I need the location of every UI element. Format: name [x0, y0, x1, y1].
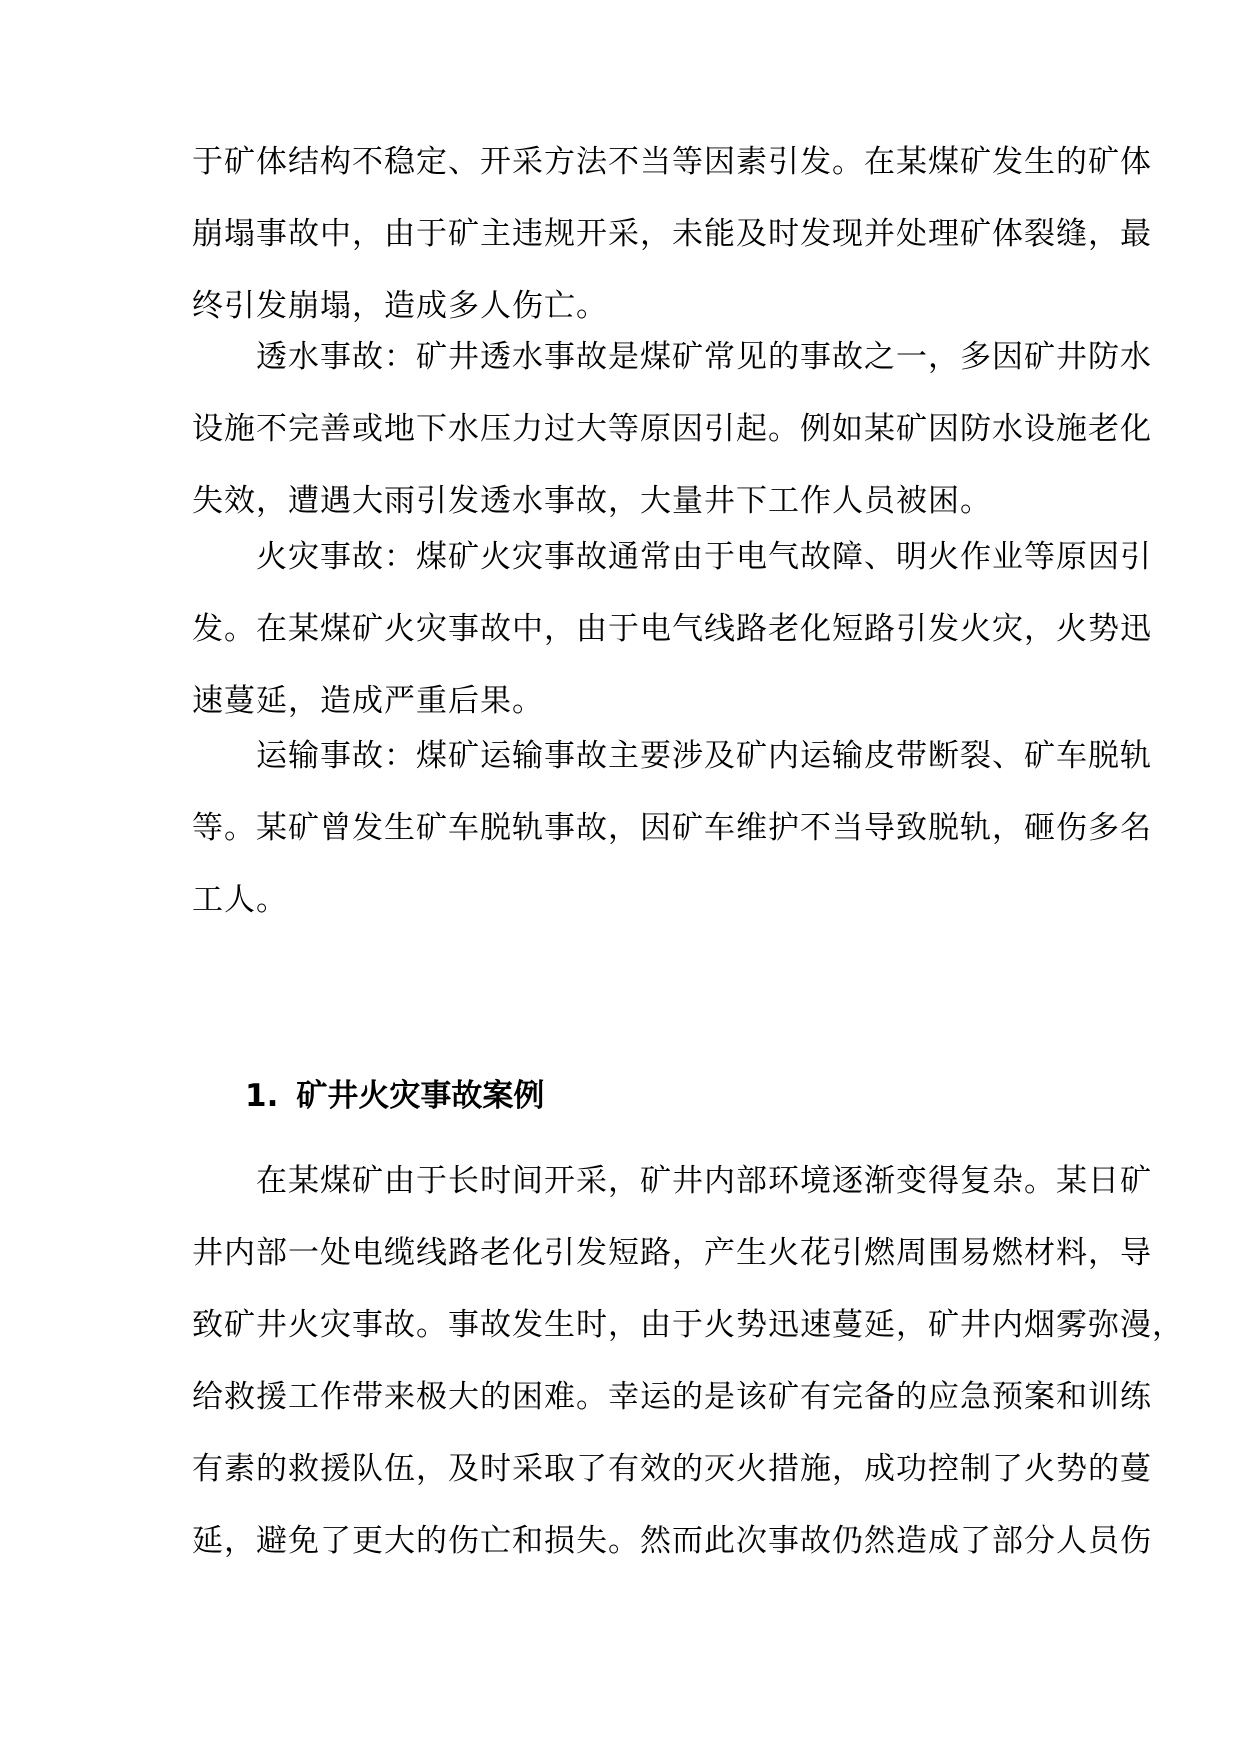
text-line: 设施不完善或地下水压力过大等原因引起。例如某矿因防水设施老化: [192, 411, 1152, 447]
text-line: 崩塌事故中，由于矿主违规开采，未能及时发现并处理矿体裂缝，最: [192, 216, 1152, 252]
text-line: 火灾事故：煤矿火灾事故通常由于电气故障、明火作业等原因引: [192, 539, 1152, 575]
text-line: 速蔓延，造成严重后果。: [192, 683, 544, 719]
text-line: 给救援工作带来极大的困难。幸运的是该矿有完备的应急预案和训练: [192, 1379, 1152, 1415]
text-line: 在某煤矿由于长时间开采，矿井内部环境逐渐变得复杂。某日矿: [192, 1163, 1152, 1199]
text-line: 工人。: [192, 882, 288, 918]
paragraph-transport-accident: [192, 720, 1152, 936]
paragraph-fire-case: [192, 1145, 1184, 1577]
paragraph-water-accident: [192, 321, 1152, 537]
text-line: 有素的救援队伍，及时采取了有效的灭火措施，成功控制了火势的蔓: [192, 1451, 1152, 1487]
text-line: 于矿体结构不稳定、开采方法不当等因素引发。在某煤矿发生的矿体: [192, 144, 1152, 180]
text-line: 致矿井火灾事故。事故发生时，由于火势迅速蔓延，矿井内烟雾弥漫，: [192, 1307, 1184, 1343]
text-line: 透水事故：矿井透水事故是煤矿常见的事故之一，多因矿井防水: [192, 339, 1152, 375]
text-line: 延，避免了更大的伤亡和损失。然而此次事故仍然造成了部分人员伤: [192, 1523, 1152, 1559]
text-line: 终引发崩塌，造成多人伤亡。: [192, 288, 608, 324]
text-line: 井内部一处电缆线路老化引发短路，产生火花引燃周围易燃材料，导: [192, 1235, 1152, 1271]
paragraph-fire-accident: [192, 521, 1152, 737]
section-title: 矿井火灾事故案例: [296, 1078, 545, 1114]
paragraph-body: [192, 126, 1152, 342]
text-line: 等。某矿曾发生矿车脱轨事故，因矿车维护不当导致脱轨，砸伤多名: [192, 810, 1152, 846]
section-number: 1.: [245, 1078, 279, 1114]
section-heading: [245, 1060, 544, 1132]
text-line: 发。在某煤矿火灾事故中，由于电气线路老化短路引发火灾，火势迅: [192, 611, 1152, 647]
text-line: 运输事故：煤矿运输事故主要涉及矿内运输皮带断裂、矿车脱轨: [192, 738, 1152, 774]
text-line: 失效，遭遇大雨引发透水事故，大量井下工作人员被困。: [192, 483, 992, 519]
